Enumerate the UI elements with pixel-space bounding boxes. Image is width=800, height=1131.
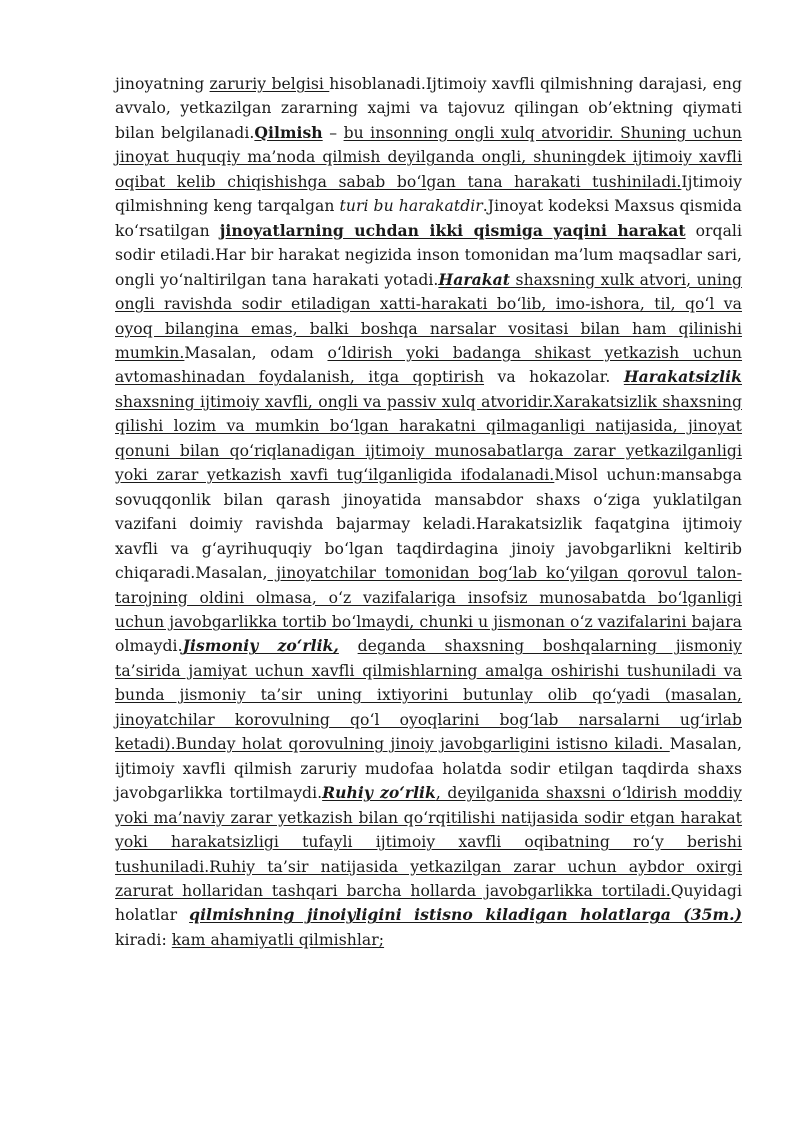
text-run: kam ahamiyatli qilmishlar; <box>171 930 385 949</box>
text-run: Harakat <box>438 269 511 289</box>
text-run: orqali sodir etiladi.Har bir harakat negizida inson tomonidan ma’lum maqsadlar sari, ongli yo‘naltirilgan tana harakati yotadi. <box>115 221 743 289</box>
text-run: hisoblanadi.Ijtimoiy xavfli qilmishning darajasi, eng avvalo, yetkazilgan zararning xajmi va tajovuz qilingan ob’ektning qiymati bilan belgilanadi. <box>115 75 742 142</box>
text-run: jinoyatchilar tomonidan bog‘lab ko‘yilgan qorovul talon-tarojning oldini olmasa, o‘z vazifalariga insofsiz munosabatda bo‘lganligi uchun javobgarlikka tortib bo‘lmaydi, chunki u jismonan o‘z vazifalarini bajara <box>115 564 742 631</box>
text-run: Jismoniy zo‘rlik, <box>182 636 339 656</box>
text-run: Ruhiy zo‘rlik <box>322 783 436 803</box>
text-run <box>339 637 358 655</box>
text-run: shaxsning xulk atvori, uning ongli ravishda sodir etiladigan xatti-harakati bo‘lib, imo-ishora, til, qo‘l va oyoq bilangina emas, balki boshqa narsalar vositasi bilan ham qilinishi mumkin. <box>115 270 742 362</box>
text-run: o‘ldirish yoki badanga shikast yetkazish uchun avtomashinadan foydalanish, itga qoptirish <box>115 343 743 387</box>
text-run: Masalan, odam <box>184 343 328 362</box>
text-run: turi bu harakatdir <box>339 197 483 216</box>
text-run: qilmishning jinoiyligini istisno kiladigan holatlarga (35m.) <box>189 905 742 925</box>
text-run: Harakatsizlik <box>623 367 742 387</box>
text-run: , deyilganida shaxsni o‘ldirish moddiy yoki ma’naviy zarar yetkazish bilan qo‘rqitilishi natijasida sodir etgan harakat yoki harakatsizligi tufayli ijtimoiy xavfli oqibatning ro‘y berishi tushuniladi.Ruhiy ta’sir natijasida yetkazilgan zarar uchun aybdor oxirgi zarurat hollaridan tashqari barcha hollarda javobgarlikka tortiladi. <box>115 784 742 900</box>
text-run: kiradi: <box>115 930 172 949</box>
body-paragraph <box>115 72 742 952</box>
text-run: Misol uchun:mansabga sovuqqonlik bilan qarash jinoyatida mansabdor shaxs o‘ziga yuklatilgan vazifani doimiy ravishda bajarmay keladi.Harakatsizlik faqatgina ijtimoiy xavfli va g‘ayrihuquqiy bo‘lgan taqdirdagina jinoiy javobgarlikni keltirib chiqaradi.Masalan, <box>115 466 742 583</box>
text-run: jinoyatlarning uchdan ikki qismiga yaqini harakat <box>219 220 686 240</box>
text-run: olmaydi. <box>115 637 183 656</box>
text-run: deganda shaxsning boshqalarning jismoniy ta’sirida jamiyat uchun xavfli qilmishlarning amalga oshirishi tushuniladi va bunda jismoniy ta’sir uning ixtiyorini butunlay olib qo‘yadi (masalan, jinoyatchilar korovulning qo‘l oyoqlarini bog‘lab narsalarni ug‘irlab ketadi).Bunday holat qorovulning jinoiy javobgarligini istisno kiladi. <box>115 637 742 754</box>
text-run: zaruriy belgisi <box>209 75 330 93</box>
text-run: Qilmish <box>254 122 323 142</box>
document-page <box>115 72 742 952</box>
text-run: Quyidagi holatlar <box>115 881 742 925</box>
text-run: Masalan, ijtimoiy xavfli qilmish zaruriy mudofaa holatda sodir etilgan taqdirda shaxs javobgarlikka tortilmaydi. <box>115 735 742 803</box>
text-run: .Jinoyat kodeksi Maxsus qismida ko‘rsatilgan <box>115 197 742 240</box>
text-run: Ijtimoiy qilmishning keng tarqalgan <box>115 172 742 216</box>
text-run: va hokazolar. <box>484 368 624 387</box>
text-run: jinoyatning <box>115 75 210 93</box>
text-run: bu insonning ongli xulq atvoridir. Shuning uchun jinoyat huquqiy ma’noda qilmish deyilganda ongli, shuningdek ijtimoiy xavfli oqibat kelib chiqishishga sabab bo‘lgan tana harakati tushiniladi. <box>115 123 742 191</box>
text-run: – <box>322 123 344 142</box>
text-run: shaxsning ijtimoiy xavfli, ongli va passiv xulq atvoridir.Xarakatsizlik shaxsning qilishi lozim va mumkin bo‘lgan harakatni qilmaganligi natijasida, jinoyat qonuni bilan qo‘riqlanadigan ijtimoiy munosabatlarga zarar yetkazilganligi yoki zarar yetkazish xavfi tug‘ilganligida ifodalanadi. <box>115 392 742 485</box>
